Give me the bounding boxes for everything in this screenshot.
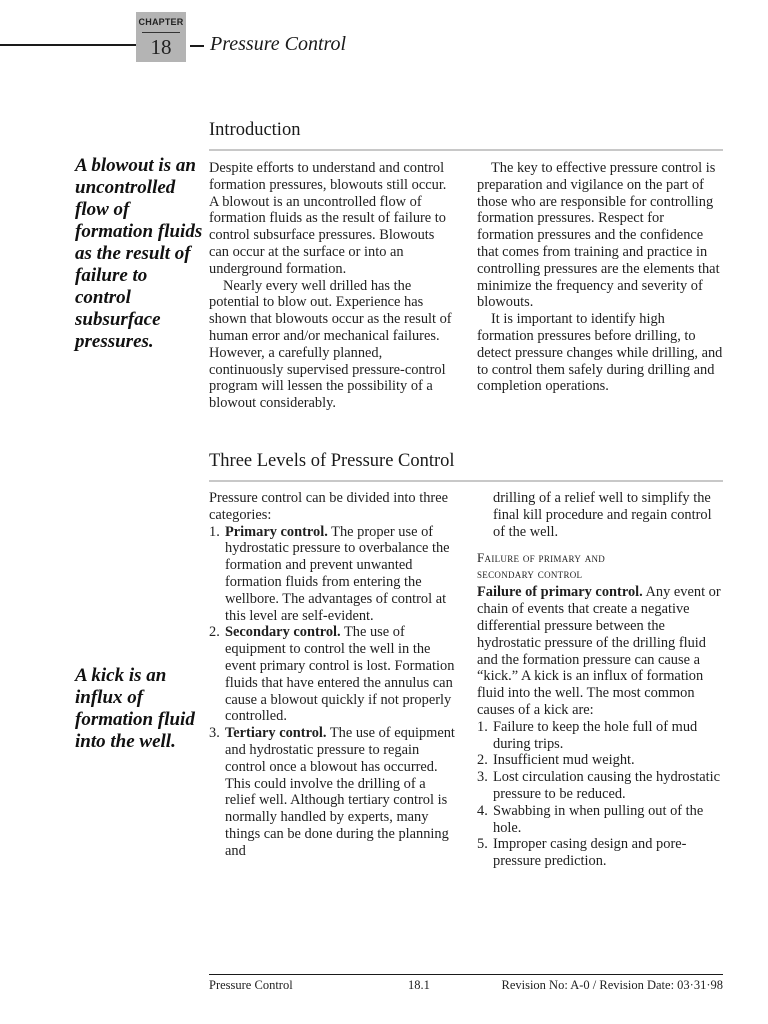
list-item [477, 769, 723, 803]
list-number: 1. [477, 718, 488, 735]
levels-column-right [477, 490, 723, 870]
intro-paragraph: It is important to identify high formation pressures before drilling, to detect pressure changes while drilling, and to control them safely during drilling and completion operations. [477, 311, 723, 395]
list-text: The use of equipment to control the well in the event primary control is lost. Formation fluids that have entered the annulus can cause a blowout quickly if not properly controlled. [225, 624, 455, 725]
list-number: 2. [477, 752, 488, 769]
intro-rule [209, 149, 723, 151]
subsection-heading-line: Failure of primary and [477, 550, 606, 566]
intro-paragraph: Nearly every well drilled has the potential to blow out. Experience has shown that blowouts occur as the result of human error and/or mechanical failures. However, a carefully planned, continuously supervised pressure-control program will lessen the possibility of a blowout considerably. [209, 277, 452, 412]
continued-text: drilling of a relief well to simplify the final kill procedure and regain control of the well. [493, 490, 712, 540]
footer-revision: Revision No: A-0 / Revision Date: 03·31·98 [501, 978, 723, 992]
footer-rule [209, 974, 723, 975]
intro-paragraph: Despite efforts to understand and control formation pressures, blowouts still occur. A blowout is an uncontrolled flow of formation fluids as the result of failure to control subsurface pressures. Blowouts can occur at the surface or into an underground formation. [209, 160, 447, 277]
header-rule [0, 44, 136, 46]
list-item [209, 524, 455, 625]
list-item [209, 725, 455, 859]
list-number: 3. [477, 769, 488, 786]
list-text: Improper casing design and pore-pressure prediction. [493, 836, 687, 870]
intro-column-left [209, 160, 455, 412]
list-item [477, 836, 723, 870]
subsection-heading [477, 550, 723, 582]
paragraph-term: Failure of primary control. [477, 584, 643, 601]
chapter-badge [136, 12, 186, 62]
list-item [477, 752, 723, 769]
chapter-title: Pressure Control [210, 33, 347, 55]
levels-column-left [209, 490, 455, 860]
intro-paragraph: The key to effective pressure control is preparation and vigilance on the part of those who are responsible for controlling formation pressures. Respect for formation pressures and the confidence that comes from training and practice in controlling pressures are the elements that minimize the frequency and severity of blowouts. [477, 160, 720, 311]
control-levels-list [209, 524, 455, 860]
footer-section-title: Pressure Control [209, 978, 293, 992]
list-term: Tertiary control. [225, 725, 327, 742]
intro-pullquote: A blowout is an uncontrolled flow of formation fluids as the result of failure to control subsurface pressures. [75, 155, 203, 352]
footer-page-number: 18.1 [408, 978, 430, 992]
intro-heading: Introduction [209, 120, 301, 140]
kick-causes-list [477, 719, 723, 870]
kick-pullquote: A kick is an influx of formation fluid into the well. [75, 665, 195, 752]
chapter-divider [142, 32, 180, 33]
list-number: 4. [477, 802, 488, 819]
list-number: 2. [209, 624, 220, 641]
failure-paragraph [477, 584, 723, 718]
paragraph-text: Any event or chain of events that create a negative differential pressure between the hydrostatic pressure of the drilling fluid and the formation pressure can cause a “kick.” A kick is an influx of formation fluid into the well. The most common causes of a kick are: [477, 584, 721, 718]
list-number: 5. [477, 836, 488, 853]
list-term: Primary control. [225, 523, 328, 540]
levels-lead: Pressure control can be divided into three categories: [209, 490, 448, 523]
list-item [209, 624, 455, 725]
intro-column-right [477, 160, 723, 395]
list-item [477, 803, 723, 837]
chapter-number: 18 [150, 35, 172, 59]
list-term: Secondary control. [225, 624, 341, 641]
list-text: Swabbing in when pulling out of the hole. [493, 802, 704, 836]
subsection-heading-line: secondary control [477, 566, 583, 582]
title-dash [190, 45, 204, 47]
list-text: The proper use of hydrostatic pressure to overbalance the formation and prevent unwanted formation fluids from entering the wellbore. The advantages of control at this level are self-evident. [225, 523, 450, 624]
list-text: Lost circulation causing the hydrostatic pressure to be reduced. [493, 769, 720, 802]
list-number: 3. [209, 725, 220, 742]
list-item [477, 719, 723, 753]
list-text: The use of equipment and hydrostatic pressure to regain control once a blowout has occurred. This could involve the drilling of a relief well. Although tertiary control is normally handled by experts, many things can be done during the planning and [225, 725, 455, 859]
list-text: Insufficient mud weight. [493, 752, 635, 769]
levels-rule [209, 480, 723, 482]
levels-heading: Three Levels of Pressure Control [209, 451, 455, 471]
list-number: 1. [209, 523, 220, 540]
chapter-label: CHAPTER [138, 17, 184, 27]
list-text: Failure to keep the hole full of mud during trips. [493, 718, 698, 752]
